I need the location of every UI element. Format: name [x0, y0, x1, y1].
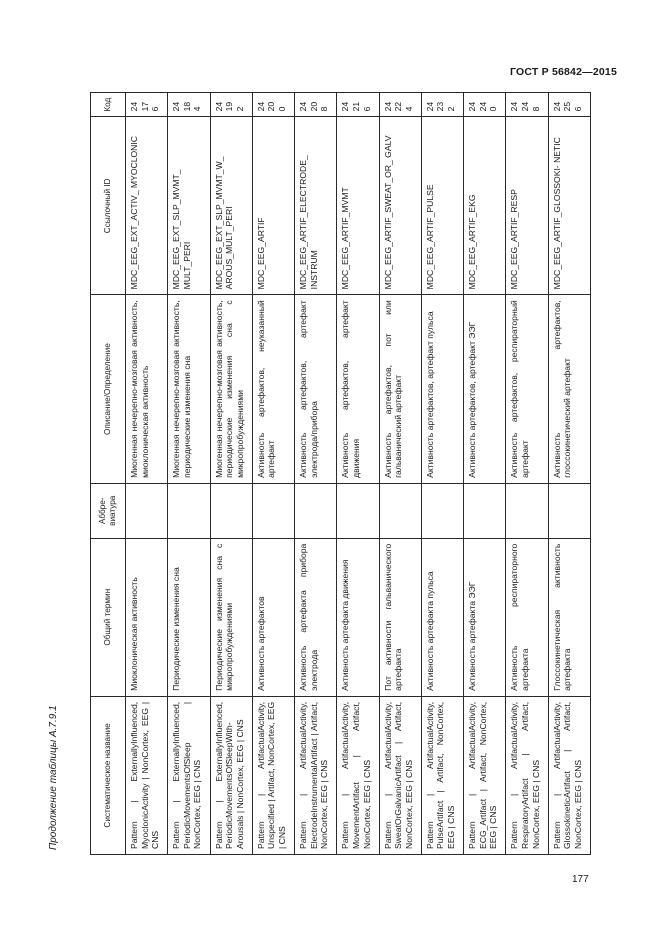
cell-abbreviation [210, 483, 252, 538]
header-abbreviation [91, 483, 126, 538]
cell-abbreviation [379, 483, 421, 538]
table-row [295, 93, 337, 855]
cell-abbreviation [295, 483, 337, 538]
cell-abbreviation [126, 483, 168, 538]
table-row [168, 93, 210, 855]
cell-abbreviation [252, 483, 294, 538]
cell-abbreviation [506, 483, 548, 538]
header-abbreviation-line1: Аббре- [98, 497, 108, 525]
header-common-term: Общий термин [91, 538, 126, 696]
cell-reference-id: MDC_EEG_ARTIF_PULSE [421, 117, 463, 295]
table-row [464, 93, 506, 855]
page-number: 177 [572, 874, 589, 885]
table-row [421, 93, 463, 855]
cell-description: Миогенная нечерепно-мозговая активность, миоклоническая активность [126, 295, 168, 484]
table-row [506, 93, 548, 855]
rotated-table-wrapper [90, 92, 591, 855]
cell-reference-id: MDC_EEG_ARTIF_GLOSSOKI- NETIC [548, 117, 590, 295]
cell-system-name: Pattern | ExternallyInfluenced, PeriodicMovementsOfSleep | NonCortex, EEG | CNS [168, 696, 210, 854]
cell-system-name: Pattern | ArtifactualActivity, PulseArtifact | Artifact, NonCortex, EEG | CNS [421, 696, 463, 854]
cell-common-term: Активность артефакта ЭЭГ [464, 538, 506, 696]
cell-system-name: Pattern | ArtifactualActivity, Unspecified | Artifact, NonCortex, EEG | CNS [252, 696, 294, 854]
cell-abbreviation [421, 483, 463, 538]
cell-code: 24208 [295, 93, 337, 117]
cell-reference-id: MDC_EEG_ARTIF_ELECTRODE_ INSTRUM [295, 117, 337, 295]
cell-description: Активность артефактов, респираторный артефакт [506, 295, 548, 484]
cell-reference-id: MDC_EEG_EXT_ACTIV_ MYOCLONIC [126, 117, 168, 295]
cell-system-name: Pattern | ArtifactualActivity, GlossokineticArtifact | Artifact, NonCortex, EEG | CNS [548, 696, 590, 854]
table-row [337, 93, 379, 855]
cell-reference-id: MDC_EEG_ARTIF [252, 117, 294, 295]
cell-system-name: Pattern | ArtifactualActivity, SweatOrGalvanicArtifact | Artifact, NonCortex, EEG | CNS [379, 696, 421, 854]
cell-code: 24200 [252, 93, 294, 117]
header-reference-id: Ссылочный ID [91, 117, 126, 295]
header-system-name: Систематическое название [91, 696, 126, 854]
cell-system-name: Pattern | ArtifactualActivity, RespiratoryArtifact | Artifact, NonCortex, EEG | CNS [506, 696, 548, 854]
cell-system-name: Pattern | ExternallyInfluenced, MyoclonicActivity | NonCortex, EEG | CNS [126, 696, 168, 854]
cell-reference-id: MDC_EEG_ARTIF_SWEAT_OR_ GALV [379, 117, 421, 295]
cell-reference-id: MDC_EEG_EXT_SLP_MVMT_W_ AROUS_MULT_PERI [210, 117, 252, 295]
standard-designation: ГОСТ Р 56842—2015 [509, 66, 617, 78]
cell-description: Активность артефактов, артефакт электрода/прибора [295, 295, 337, 484]
cell-description: Активность артефактов, артефакт пульса [421, 295, 463, 484]
table-header-row [91, 93, 126, 855]
cell-description: Активность артефактов, артефакт движения [337, 295, 379, 484]
cell-common-term: Периодические изменения сна [168, 538, 210, 696]
cell-code: 24192 [210, 93, 252, 117]
cell-reference-id: MDC_EEG_ARTIF_RESP [506, 117, 548, 295]
cell-common-term: Активность артефакта прибора электрода [295, 538, 337, 696]
terms-table [90, 92, 591, 855]
cell-system-name: Pattern | ArtifactualActivity, MovementArtifact | Artifact, NonCortex, EEG | CNS [337, 696, 379, 854]
cell-description: Активность артефактов, артефакт ЭЭГ [464, 295, 506, 484]
cell-description: Миогенная нечерепно-мозговая активность, периодические изменения сна с микропробуждениями [210, 295, 252, 484]
table-row [379, 93, 421, 855]
cell-common-term: Активность респираторного артефакта [506, 538, 548, 696]
table-row [548, 93, 590, 855]
cell-code: 24216 [337, 93, 379, 117]
cell-system-name: Pattern | ExternallyInfluenced, PeriodicMovementsOfSleepWith-Arousals | NonCortex, EEG | CNS [210, 696, 252, 854]
cell-common-term: Миоклоническая активность [126, 538, 168, 696]
cell-description: Активность артефактов, глоссокинетический артефакт [548, 295, 590, 484]
header-abbreviation-line2: виатура [108, 495, 117, 526]
cell-code: 24184 [168, 93, 210, 117]
cell-code: 24256 [548, 93, 590, 117]
table-caption: Продолжение таблицы А.7.9.1 [48, 705, 59, 850]
cell-abbreviation [464, 483, 506, 538]
cell-reference-id: MDC_EEG_ARTIF_MVMT [337, 117, 379, 295]
cell-code: 24176 [126, 93, 168, 117]
cell-common-term: Периодические изменения сна с микропробуждениями [210, 538, 252, 696]
cell-system-name: Pattern | ArtifactualActivity, ECG_Artifact | Artifact, NonCortex, EEG | CNS [464, 696, 506, 854]
cell-common-term: Активность артефактов [252, 538, 294, 696]
cell-abbreviation [337, 483, 379, 538]
cell-description: Активность артефактов, пот или гальванический артефакт [379, 295, 421, 484]
table-row [126, 93, 168, 855]
cell-common-term: Активность артефакта пульса [421, 538, 463, 696]
cell-common-term: Активность артефакта движения [337, 538, 379, 696]
cell-description: Активность артефактов, неуказанный артефакт [252, 295, 294, 484]
cell-abbreviation [548, 483, 590, 538]
cell-code: 24224 [379, 93, 421, 117]
header-description: Описание/Определение [91, 295, 126, 484]
cell-code: 24240 [464, 93, 506, 117]
cell-system-name: Pattern | ArtifactualActivity, ElectrodeInstrumentalArtifact | Artifact, NonCortex, EEG | CNS [295, 696, 337, 854]
cell-code: 24248 [506, 93, 548, 117]
cell-code: 24232 [421, 93, 463, 117]
cell-abbreviation [168, 483, 210, 538]
cell-common-term: Глоссокинетическая активность артефакта [548, 538, 590, 696]
table-row [252, 93, 294, 855]
cell-reference-id: MDC_EEG_ARTIF_EKG [464, 117, 506, 295]
header-code: Код [91, 93, 126, 117]
cell-description: Миогенная нечерепно-мозговая активность, периодические изменения сна [168, 295, 210, 484]
cell-common-term: Пот активности гальванического артефакта [379, 538, 421, 696]
cell-reference-id: MDC_EEG_EXT_SLP_MVMT_ MULT_PERI [168, 117, 210, 295]
table-row [210, 93, 252, 855]
